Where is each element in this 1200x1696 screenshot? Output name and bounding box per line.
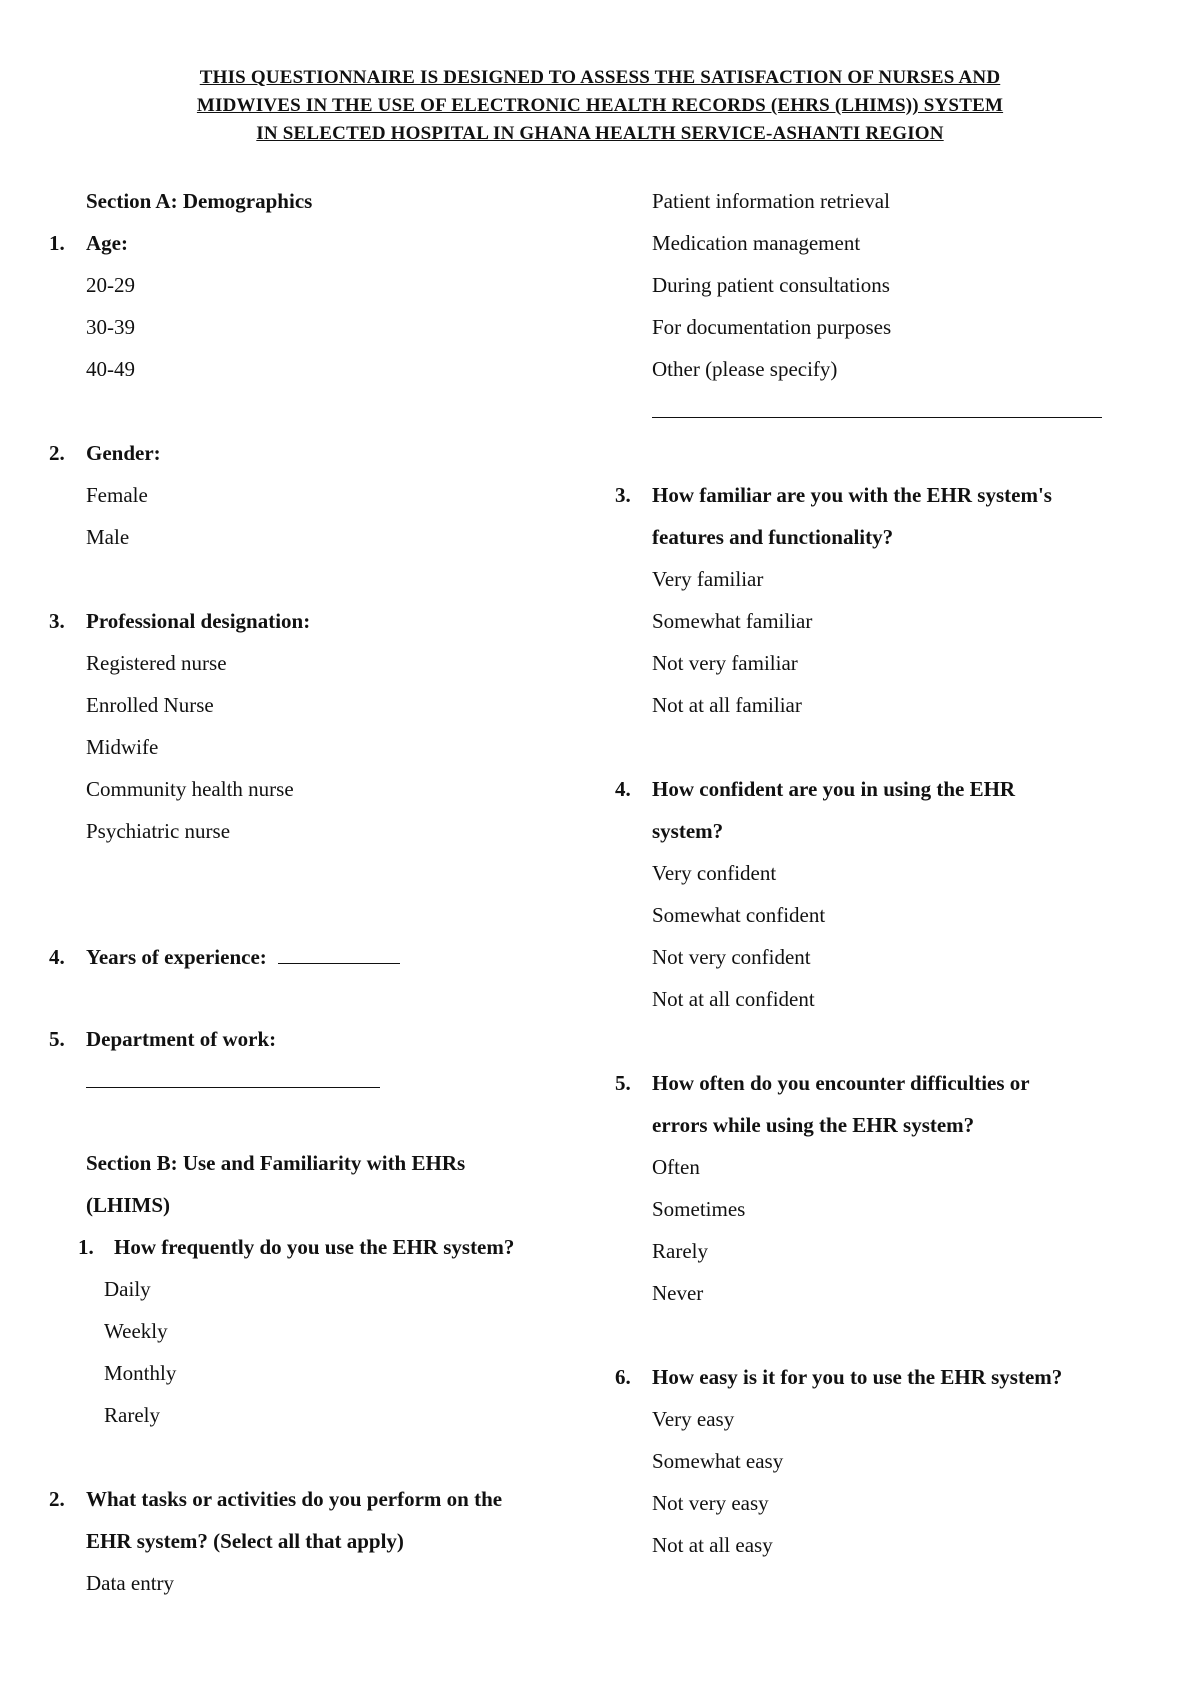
question-age — [49, 222, 606, 264]
question-number: 3. — [49, 609, 65, 633]
option-monthly[interactable]: Monthly — [104, 1361, 177, 1385]
question-usage-frequency — [78, 1226, 606, 1268]
title-line-2: MIDWIVES IN THE USE OF ELECTRONIC HEALTH RECORDS (EHRS (LHIMS)) SYSTEM — [196, 95, 1004, 116]
question-label: Department of work: — [86, 1027, 277, 1051]
question-number: 5. — [615, 1071, 631, 1095]
document-title — [100, 64, 1100, 148]
right-column — [615, 180, 1172, 1566]
option-patient-consultations[interactable]: During patient consultations — [652, 273, 890, 297]
title-line-1: THIS QUESTIONNAIRE IS DESIGNED TO ASSESS THE SATISFACTION OF NURSES AND — [199, 67, 1001, 88]
question-years-of-experience — [49, 936, 606, 978]
question-label: What tasks or activities do you perform on the — [86, 1487, 503, 1511]
other-specify-input[interactable] — [652, 391, 1102, 418]
option-weekly[interactable]: Weekly — [104, 1319, 168, 1343]
left-column — [49, 180, 606, 1604]
department-of-work-input[interactable] — [86, 1061, 380, 1088]
question-number: 6. — [615, 1365, 631, 1389]
section-a-heading: Section A: Demographics — [86, 189, 313, 213]
option-documentation-purposes[interactable]: For documentation purposes — [652, 315, 892, 339]
question-confidence — [615, 768, 1172, 810]
option-community-health-nurse[interactable]: Community health nurse — [86, 777, 294, 801]
option-rarely[interactable]: Rarely — [104, 1403, 160, 1427]
option-age-20-29[interactable]: 20-29 — [86, 273, 135, 297]
option-enrolled-nurse[interactable]: Enrolled Nurse — [86, 693, 214, 717]
option-not-very-easy[interactable]: Not very easy — [652, 1491, 769, 1515]
title-line-3: IN SELECTED HOSPITAL IN GHANA HEALTH SERVICE-ASHANTI REGION — [256, 123, 944, 144]
question-label: Age: — [86, 231, 128, 255]
option-somewhat-easy[interactable]: Somewhat easy — [652, 1449, 784, 1473]
option-not-very-confident[interactable]: Not very confident — [652, 945, 811, 969]
section-b-heading: Section B: Use and Familiarity with EHRs — [86, 1151, 466, 1175]
question-difficulties-cont: errors while using the EHR system? — [652, 1113, 975, 1137]
question-professional-designation — [49, 600, 606, 642]
option-data-entry[interactable]: Data entry — [86, 1571, 175, 1595]
question-label: How frequently do you use the EHR system? — [114, 1235, 515, 1259]
question-label: How easy is it for you to use the EHR system? — [652, 1365, 1063, 1389]
question-familiarity-cont: features and functionality? — [652, 525, 894, 549]
option-patient-information-retrieval[interactable]: Patient information retrieval — [652, 189, 890, 213]
option-not-at-all-confident[interactable]: Not at all confident — [652, 987, 815, 1011]
option-gender-female[interactable]: Female — [86, 483, 148, 507]
question-difficulties — [615, 1062, 1172, 1104]
option-medication-management[interactable]: Medication management — [652, 231, 861, 255]
question-familiarity — [615, 474, 1172, 516]
option-never[interactable]: Never — [652, 1281, 704, 1305]
question-number: 1. — [78, 1235, 94, 1259]
option-often[interactable]: Often — [652, 1155, 700, 1179]
question-label: How confident are you in using the EHR — [652, 777, 1016, 801]
option-somewhat-familiar[interactable]: Somewhat familiar — [652, 609, 813, 633]
option-somewhat-confident[interactable]: Somewhat confident — [652, 903, 826, 927]
option-daily[interactable]: Daily — [104, 1277, 151, 1301]
option-rarely-errors[interactable]: Rarely — [652, 1239, 708, 1263]
question-label: Professional designation: — [86, 609, 311, 633]
section-b-heading-cont: (LHIMS) — [86, 1193, 170, 1217]
question-label: How familiar are you with the EHR system's — [652, 483, 1052, 507]
option-registered-nurse[interactable]: Registered nurse — [86, 651, 227, 675]
question-number: 4. — [49, 945, 65, 969]
question-number: 2. — [49, 441, 65, 465]
option-midwife[interactable]: Midwife — [86, 735, 159, 759]
option-very-familiar[interactable]: Very familiar — [652, 567, 764, 591]
option-sometimes[interactable]: Sometimes — [652, 1197, 746, 1221]
option-age-30-39[interactable]: 30-39 — [86, 315, 135, 339]
question-tasks-performed — [49, 1478, 606, 1520]
question-label: Years of experience: — [86, 945, 267, 969]
question-tasks-performed-cont: EHR system? (Select all that apply) — [86, 1529, 404, 1553]
option-very-easy[interactable]: Very easy — [652, 1407, 735, 1431]
question-number: 1. — [49, 231, 65, 255]
question-number: 4. — [615, 777, 631, 801]
question-label: Gender: — [86, 441, 161, 465]
option-other-specify[interactable]: Other (please specify) — [652, 357, 838, 381]
option-age-40-49[interactable]: 40-49 — [86, 357, 135, 381]
question-confidence-cont: system? — [652, 819, 724, 843]
department-input-row — [86, 1060, 606, 1102]
question-department-of-work — [49, 1018, 606, 1060]
question-number: 5. — [49, 1027, 65, 1051]
question-label: How often do you encounter difficulties or — [652, 1071, 1030, 1095]
option-gender-male[interactable]: Male — [86, 525, 130, 549]
question-ease-of-use — [615, 1356, 1172, 1398]
option-not-very-familiar[interactable]: Not very familiar — [652, 651, 798, 675]
years-of-experience-input[interactable] — [278, 937, 400, 964]
option-psychiatric-nurse[interactable]: Psychiatric nurse — [86, 819, 231, 843]
option-not-at-all-familiar[interactable]: Not at all familiar — [652, 693, 802, 717]
option-very-confident[interactable]: Very confident — [652, 861, 777, 885]
option-not-at-all-easy[interactable]: Not at all easy — [652, 1533, 773, 1557]
question-number: 3. — [615, 483, 631, 507]
question-gender — [49, 432, 606, 474]
question-number: 2. — [49, 1487, 65, 1511]
other-specify-row — [652, 390, 1172, 432]
